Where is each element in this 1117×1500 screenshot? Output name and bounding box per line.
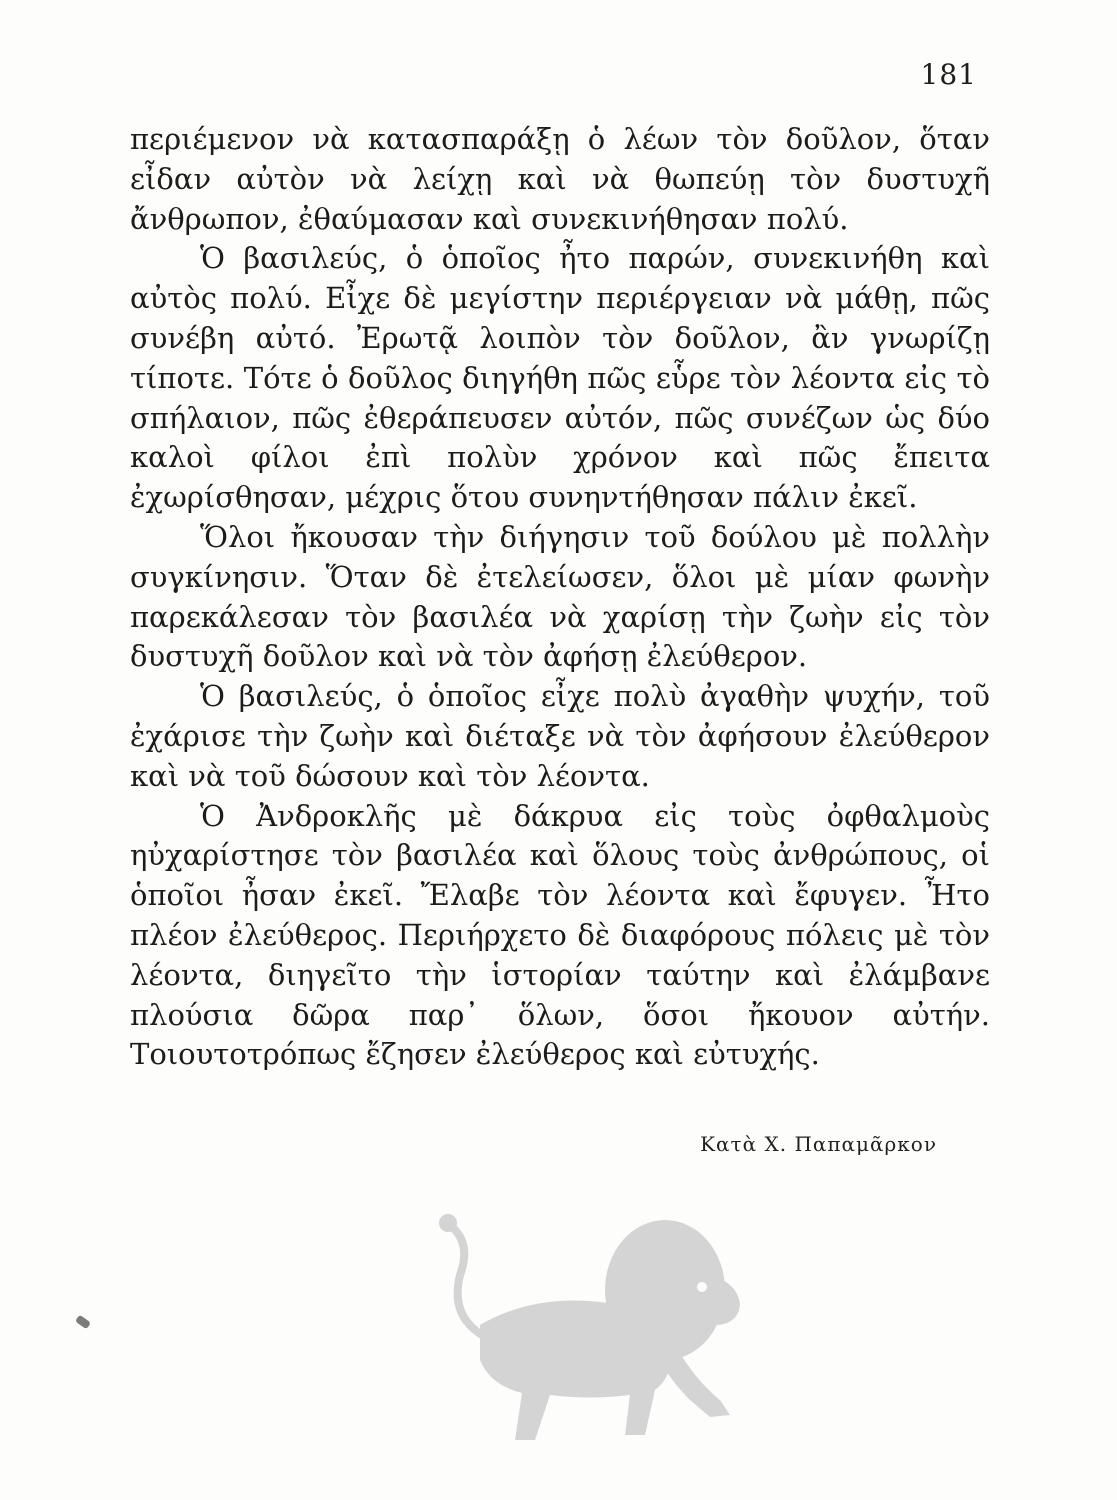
paragraph: Ὅλοι ἤκουσαν τὴν διήγησιν τοῦ δούλου μὲ πολλὴν συγκίνησιν. Ὅταν δὲ ἐτελείωσεν, ὅλοι μὲ μίαν φωνὴν παρεκάλεσαν τὸν βασιλέα νὰ χαρίσῃ τὴν ζωὴν εἰς τὸν δυστυχῆ δοῦλον καὶ νὰ τὸν ἀφήσῃ ἐλεύθερον.: [130, 519, 990, 674]
body-text: [130, 120, 990, 1075]
paragraph: Ὁ βασιλεύς, ὁ ὁποῖος εἶχε πολὺ ἀγαθὴν ψυχήν, τοῦ ἐχάρισε τὴν ζωὴν καὶ διέταξε νὰ τὸν ἀφήσουν ἐλεύθερον καὶ νὰ τοῦ δώσουν καὶ τὸν λέοντα.: [130, 679, 990, 793]
lion-illustration-icon: [420, 1195, 760, 1455]
paragraph: Ὁ Ἀνδροκλῆς μὲ δάκρυα εἰς τοὺς ὀφθαλμοὺς ηὐχαρίστησε τὸν βασιλέα καὶ ὅλους τοὺς ἀνθρώπους, οἱ ὁποῖοι ἦσαν ἐκεῖ. Ἔλαβε τὸν λέοντα καὶ ἔφυγεν. Ἦτο πλέον ἐλεύθερος. Περιήρχετο δὲ διαφόρους πόλεις μὲ τὸν λέοντα, διηγεῖτο τὴν ἱστορίαν ταύτην καὶ ἐλάμβανε πλούσια δῶρα παρ᾽ ὅλων, ὅσοι ἤκουον αὐτήν. Τοιουτοτρόπως ἔζησεν ἐλεύθερος καὶ εὐτυχής.: [130, 798, 990, 1072]
paragraph: Ὁ βασιλεύς, ὁ ὁποῖος ἦτο παρών, συνεκινήθη καὶ αὐτὸς πολύ. Εἶχε δὲ μεγίστην περιέργειαν νὰ μάθῃ, πῶς συνέβη αὐτό. Ἐρωτᾷ λοιπὸν τὸν δοῦλον, ἂν γνωρίζῃ τίποτε. Τότε ὁ δοῦλος διηγήθη πῶς εὗρε τὸν λέοντα εἰς τὸ σπήλαιον, πῶς ἐθεράπευσεν αὐτόν, πῶς συνέζων ὡς δύο καλοὶ φίλοι ἐπὶ πολὺν χρόνον καὶ πῶς ἔπειτα ἐχωρίσθησαν, μέχρις ὅτου συνηντήθησαν πάλιν ἐκεῖ.: [130, 241, 990, 515]
page-number: 181: [920, 58, 977, 91]
author-attribution: Κατὰ Χ. Παπαμᾶρκον: [700, 1132, 937, 1156]
ink-speck: [75, 1315, 91, 1330]
paragraph: περιέμενον νὰ κατασπαράξῃ ὁ λέων τὸν δοῦλον, ὅταν εἶδαν αὐτὸν νὰ λείχῃ καὶ νὰ θωπεύῃ τὸν δυστυχῆ ἄνθρωπον, ἐθαύμασαν καὶ συνεκινήθησαν πολύ.: [130, 122, 990, 236]
